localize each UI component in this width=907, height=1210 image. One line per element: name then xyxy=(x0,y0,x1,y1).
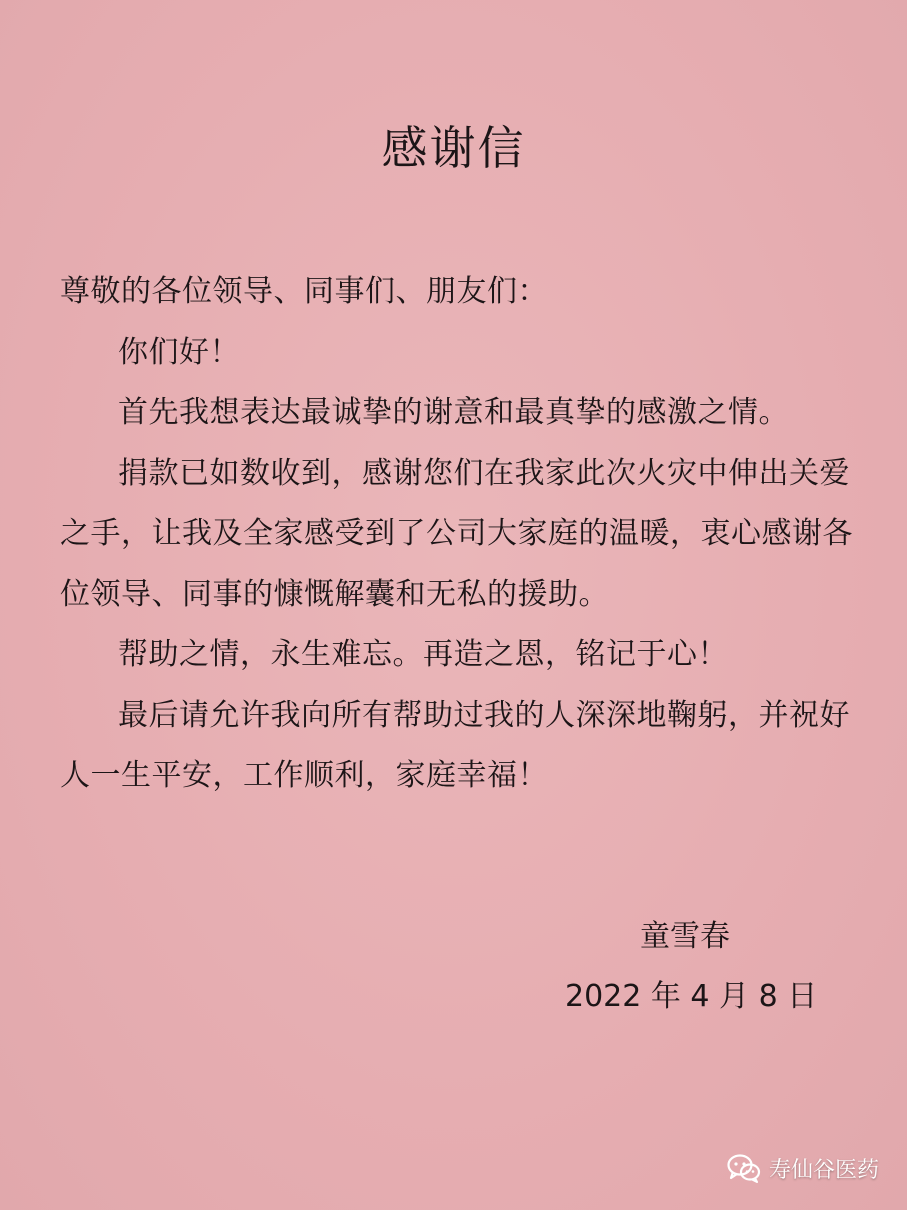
letter-title: 感谢信 xyxy=(381,121,526,175)
letter-line-donation-1: 捐款已如数收到，感谢您们在我家此次火灾中伸出关爱 xyxy=(118,455,850,491)
letter-signature: 童雪春 xyxy=(640,919,730,954)
letter-line-gratitude: 帮助之情，永生难忘。再造之恩，铭记于心！ xyxy=(118,637,728,672)
watermark xyxy=(727,1148,879,1188)
wechat-icon xyxy=(727,1153,761,1183)
letter-body xyxy=(60,262,860,807)
watermark-text: 寿仙谷医药 xyxy=(769,1157,880,1183)
letter-greeting: 尊敬的各位领导、同事们、朋友们： xyxy=(60,274,548,309)
letter-line-closing-1: 最后请允许我向所有帮助过我的人深深地鞠躬，并祝好 xyxy=(118,697,850,733)
letter-line-thanks: 首先我想表达最诚挚的谢意和最真挚的感激之情。 xyxy=(118,395,789,430)
letter-line-donation-2: 之手，让我及全家感受到了公司大家庭的温暖，衷心感谢各 xyxy=(60,516,853,551)
letter-line-closing-2: 人一生平安，工作顺利，家庭幸福！ xyxy=(60,758,548,793)
letter-line-donation-3: 位领导、同事的慷慨解囊和无私的援助。 xyxy=(60,576,609,612)
letter-date: 2022 年 4 月 8 日 xyxy=(565,979,818,1014)
letter-line-hello: 你们好！ xyxy=(118,334,240,370)
